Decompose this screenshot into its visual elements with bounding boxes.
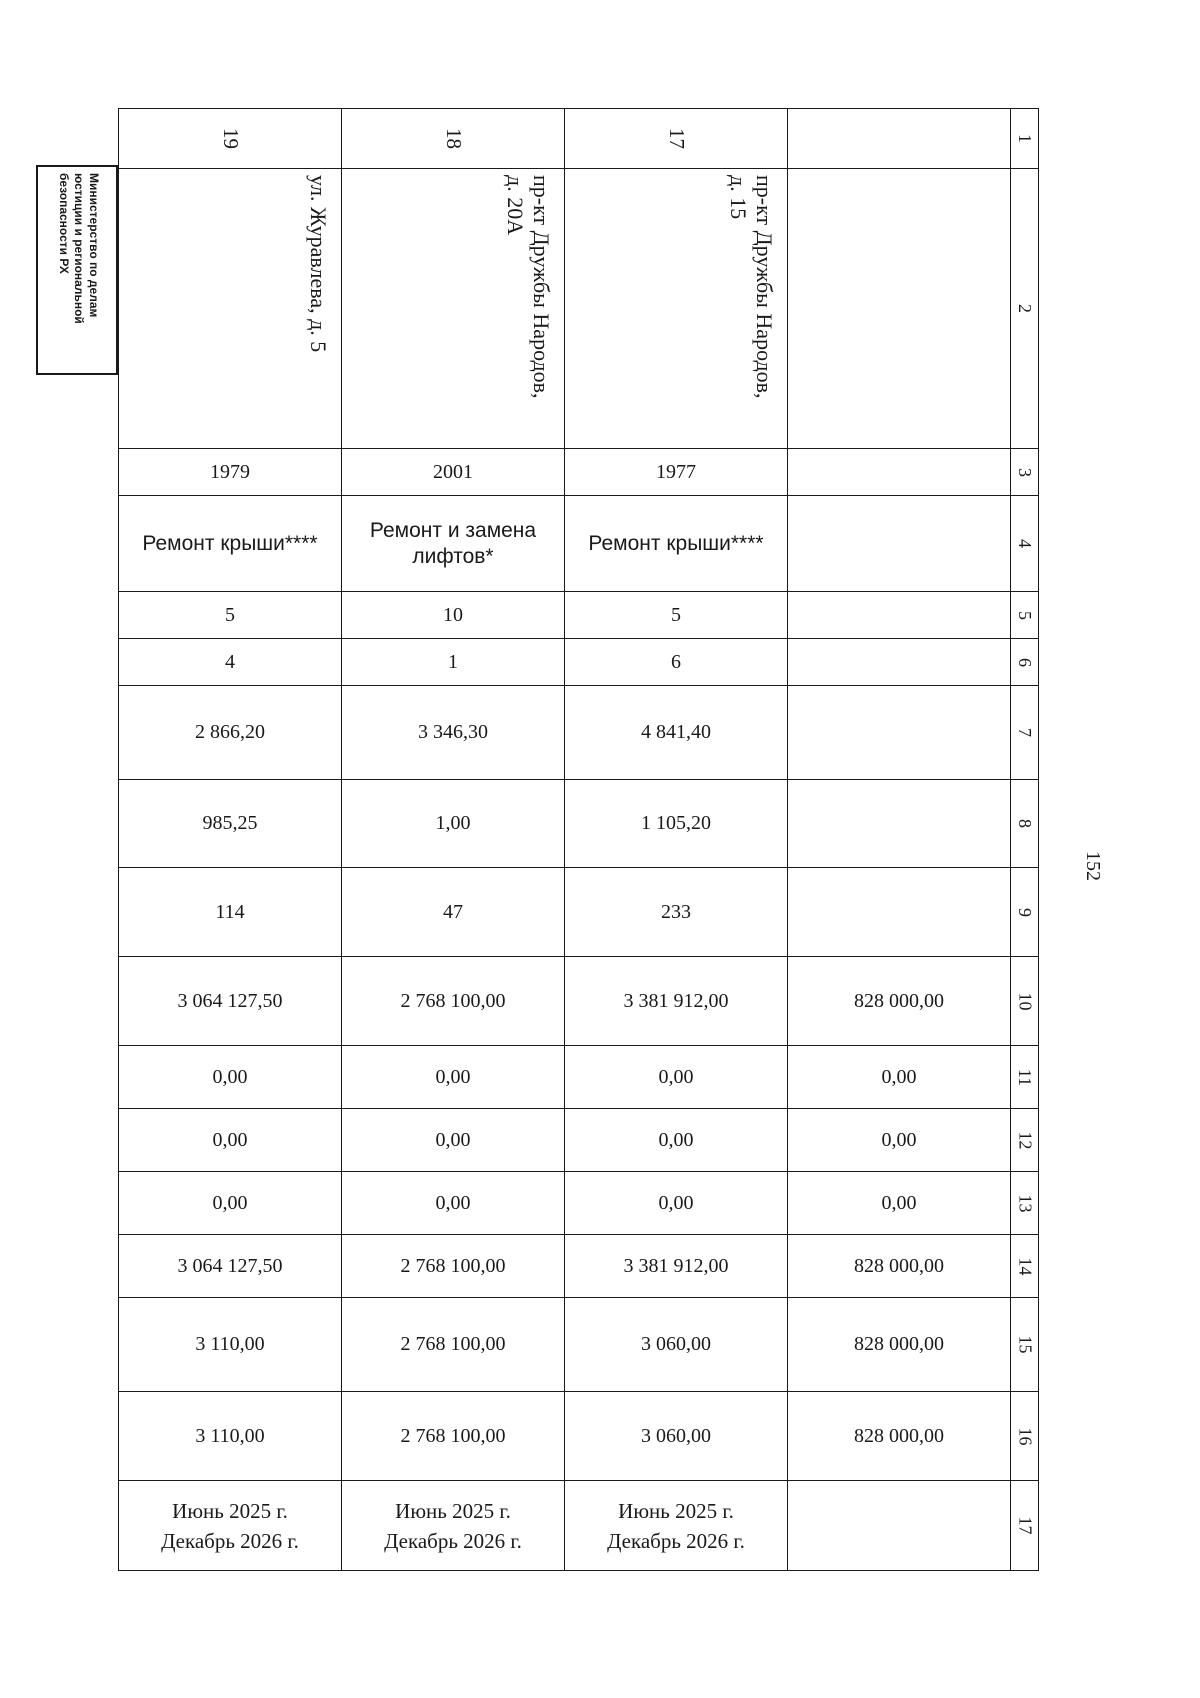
period-cell xyxy=(565,1481,788,1571)
table-cell xyxy=(788,639,1011,686)
table-cell xyxy=(342,109,565,169)
table-cell: 4 841,40 xyxy=(565,686,788,780)
table-cell: 3 110,00 xyxy=(119,1298,342,1392)
table-row xyxy=(119,1298,1039,1392)
period-cell xyxy=(119,1481,342,1571)
table-cell: 0,00 xyxy=(342,1172,565,1235)
table-cell: 828 000,00 xyxy=(788,1235,1011,1298)
table-cell: 4 xyxy=(119,639,342,686)
table-cell xyxy=(788,592,1011,639)
table-cell: 0,00 xyxy=(342,1046,565,1109)
table-cell: 828 000,00 xyxy=(788,957,1011,1046)
table-cell: 3 064 127,50 xyxy=(119,957,342,1046)
table-row xyxy=(119,868,1039,957)
table-cell: 0,00 xyxy=(788,1172,1011,1235)
column-number: 14 xyxy=(1011,1235,1039,1298)
work-type: Ремонт и замена лифтов* xyxy=(342,496,565,592)
table-cell: 6 xyxy=(565,639,788,686)
table-row xyxy=(119,109,1039,169)
period-cell xyxy=(788,1481,1011,1571)
table-cell: 0,00 xyxy=(119,1172,342,1235)
period-end: Декабрь 2026 г. xyxy=(161,1528,299,1553)
stamp-line-1: Министерство по делам xyxy=(87,173,102,318)
table-cell: 828 000,00 xyxy=(788,1392,1011,1481)
table-cell: 0,00 xyxy=(342,1109,565,1172)
work-type: Ремонт крыши**** xyxy=(119,496,342,592)
column-number: 11 xyxy=(1011,1046,1039,1109)
table-cell: 3 381 912,00 xyxy=(565,1235,788,1298)
table-cell: 2 866,20 xyxy=(119,686,342,780)
period-end: Декабрь 2026 г. xyxy=(607,1528,745,1553)
house-number: 17 xyxy=(664,128,689,149)
build-year xyxy=(788,449,1011,496)
address xyxy=(725,175,777,399)
table-row xyxy=(119,169,1039,449)
table-cell: 3 110,00 xyxy=(119,1392,342,1481)
table-cell: 2 768 100,00 xyxy=(342,1392,565,1481)
table-cell xyxy=(788,109,1011,169)
repair-program-table xyxy=(118,108,1039,1571)
page-number: 152 xyxy=(1082,851,1104,881)
house-number: 18 xyxy=(441,128,466,149)
table-cell: 1 105,20 xyxy=(565,780,788,868)
table-cell: 2 768 100,00 xyxy=(342,957,565,1046)
table-cell: 0,00 xyxy=(119,1046,342,1109)
table-cell: 114 xyxy=(119,868,342,957)
address-cell xyxy=(565,169,788,449)
table-cell xyxy=(565,109,788,169)
table-cell: 0,00 xyxy=(788,1109,1011,1172)
period-start: Июнь 2025 г. xyxy=(172,1498,288,1523)
table-row xyxy=(119,780,1039,868)
table-row xyxy=(119,957,1039,1046)
table-cell: 5 xyxy=(565,592,788,639)
table-row xyxy=(119,1481,1039,1571)
column-number: 16 xyxy=(1011,1392,1039,1481)
work-type xyxy=(788,496,1011,592)
address-line: д. 20А xyxy=(503,175,528,236)
table-cell: 3 381 912,00 xyxy=(565,957,788,1046)
table-cell: 2 768 100,00 xyxy=(342,1298,565,1392)
repair-program-table-wrap xyxy=(118,108,1039,1571)
table-cell: 0,00 xyxy=(788,1046,1011,1109)
table-row xyxy=(119,1235,1039,1298)
table-cell xyxy=(119,109,342,169)
table-cell: 5 xyxy=(119,592,342,639)
column-number: 6 xyxy=(1011,639,1039,686)
address-cell xyxy=(342,169,565,449)
table-row xyxy=(119,639,1039,686)
column-number: 9 xyxy=(1011,868,1039,957)
work-type: Ремонт крыши**** xyxy=(565,496,788,592)
column-number: 4 xyxy=(1011,496,1039,592)
stamp-line-2: юстиции и региональной xyxy=(72,173,87,324)
column-number: 10 xyxy=(1011,957,1039,1046)
period-start: Июнь 2025 г. xyxy=(618,1498,734,1523)
column-number: 2 xyxy=(1011,169,1039,449)
table-row xyxy=(119,1172,1039,1235)
table-cell: 10 xyxy=(342,592,565,639)
table-cell: 1 xyxy=(342,639,565,686)
table-cell: 2 768 100,00 xyxy=(342,1235,565,1298)
column-number: 7 xyxy=(1011,686,1039,780)
table-cell: 3 064 127,50 xyxy=(119,1235,342,1298)
address-line: д. 15 xyxy=(726,175,751,220)
table-cell: 233 xyxy=(565,868,788,957)
ministry-stamp xyxy=(36,165,118,375)
column-number: 1 xyxy=(1011,109,1039,169)
house-number: 19 xyxy=(218,128,243,149)
column-number: 13 xyxy=(1011,1172,1039,1235)
stamp-text xyxy=(38,167,120,377)
stamp-line-3: безопасности РХ xyxy=(57,173,72,274)
build-year: 1979 xyxy=(119,449,342,496)
address-cell xyxy=(788,169,1011,449)
table-cell xyxy=(788,780,1011,868)
period-end: Декабрь 2026 г. xyxy=(384,1528,522,1553)
period-cell xyxy=(342,1481,565,1571)
column-number: 17 xyxy=(1011,1481,1039,1571)
column-number: 15 xyxy=(1011,1298,1039,1392)
column-number: 8 xyxy=(1011,780,1039,868)
table-cell: 47 xyxy=(342,868,565,957)
table-row xyxy=(119,1109,1039,1172)
table-cell: 3 060,00 xyxy=(565,1392,788,1481)
column-number: 5 xyxy=(1011,592,1039,639)
address-line: пр-кт Дружбы Народов, xyxy=(529,175,554,399)
table-row xyxy=(119,1392,1039,1481)
address xyxy=(502,175,554,399)
table-cell: 828 000,00 xyxy=(788,1298,1011,1392)
column-number: 3 xyxy=(1011,449,1039,496)
table-row xyxy=(119,592,1039,639)
table-row xyxy=(119,1046,1039,1109)
table-row xyxy=(119,496,1039,592)
build-year: 2001 xyxy=(342,449,565,496)
address-line: пр-кт Дружбы Народов, xyxy=(752,175,777,399)
table-cell xyxy=(788,686,1011,780)
column-number: 12 xyxy=(1011,1109,1039,1172)
build-year: 1977 xyxy=(565,449,788,496)
table-cell: 985,25 xyxy=(119,780,342,868)
period-start: Июнь 2025 г. xyxy=(395,1498,511,1523)
table-row xyxy=(119,686,1039,780)
table-cell: 3 346,30 xyxy=(342,686,565,780)
table-cell: 0,00 xyxy=(565,1046,788,1109)
address xyxy=(305,175,331,352)
address-cell xyxy=(119,169,342,449)
address-line: ул. Журавлева, д. 5 xyxy=(306,175,331,353)
table-row xyxy=(119,449,1039,496)
table-cell: 0,00 xyxy=(565,1109,788,1172)
table-cell: 1,00 xyxy=(342,780,565,868)
table-cell xyxy=(788,868,1011,957)
table-cell: 3 060,00 xyxy=(565,1298,788,1392)
table-cell: 0,00 xyxy=(119,1109,342,1172)
table-cell: 0,00 xyxy=(565,1172,788,1235)
